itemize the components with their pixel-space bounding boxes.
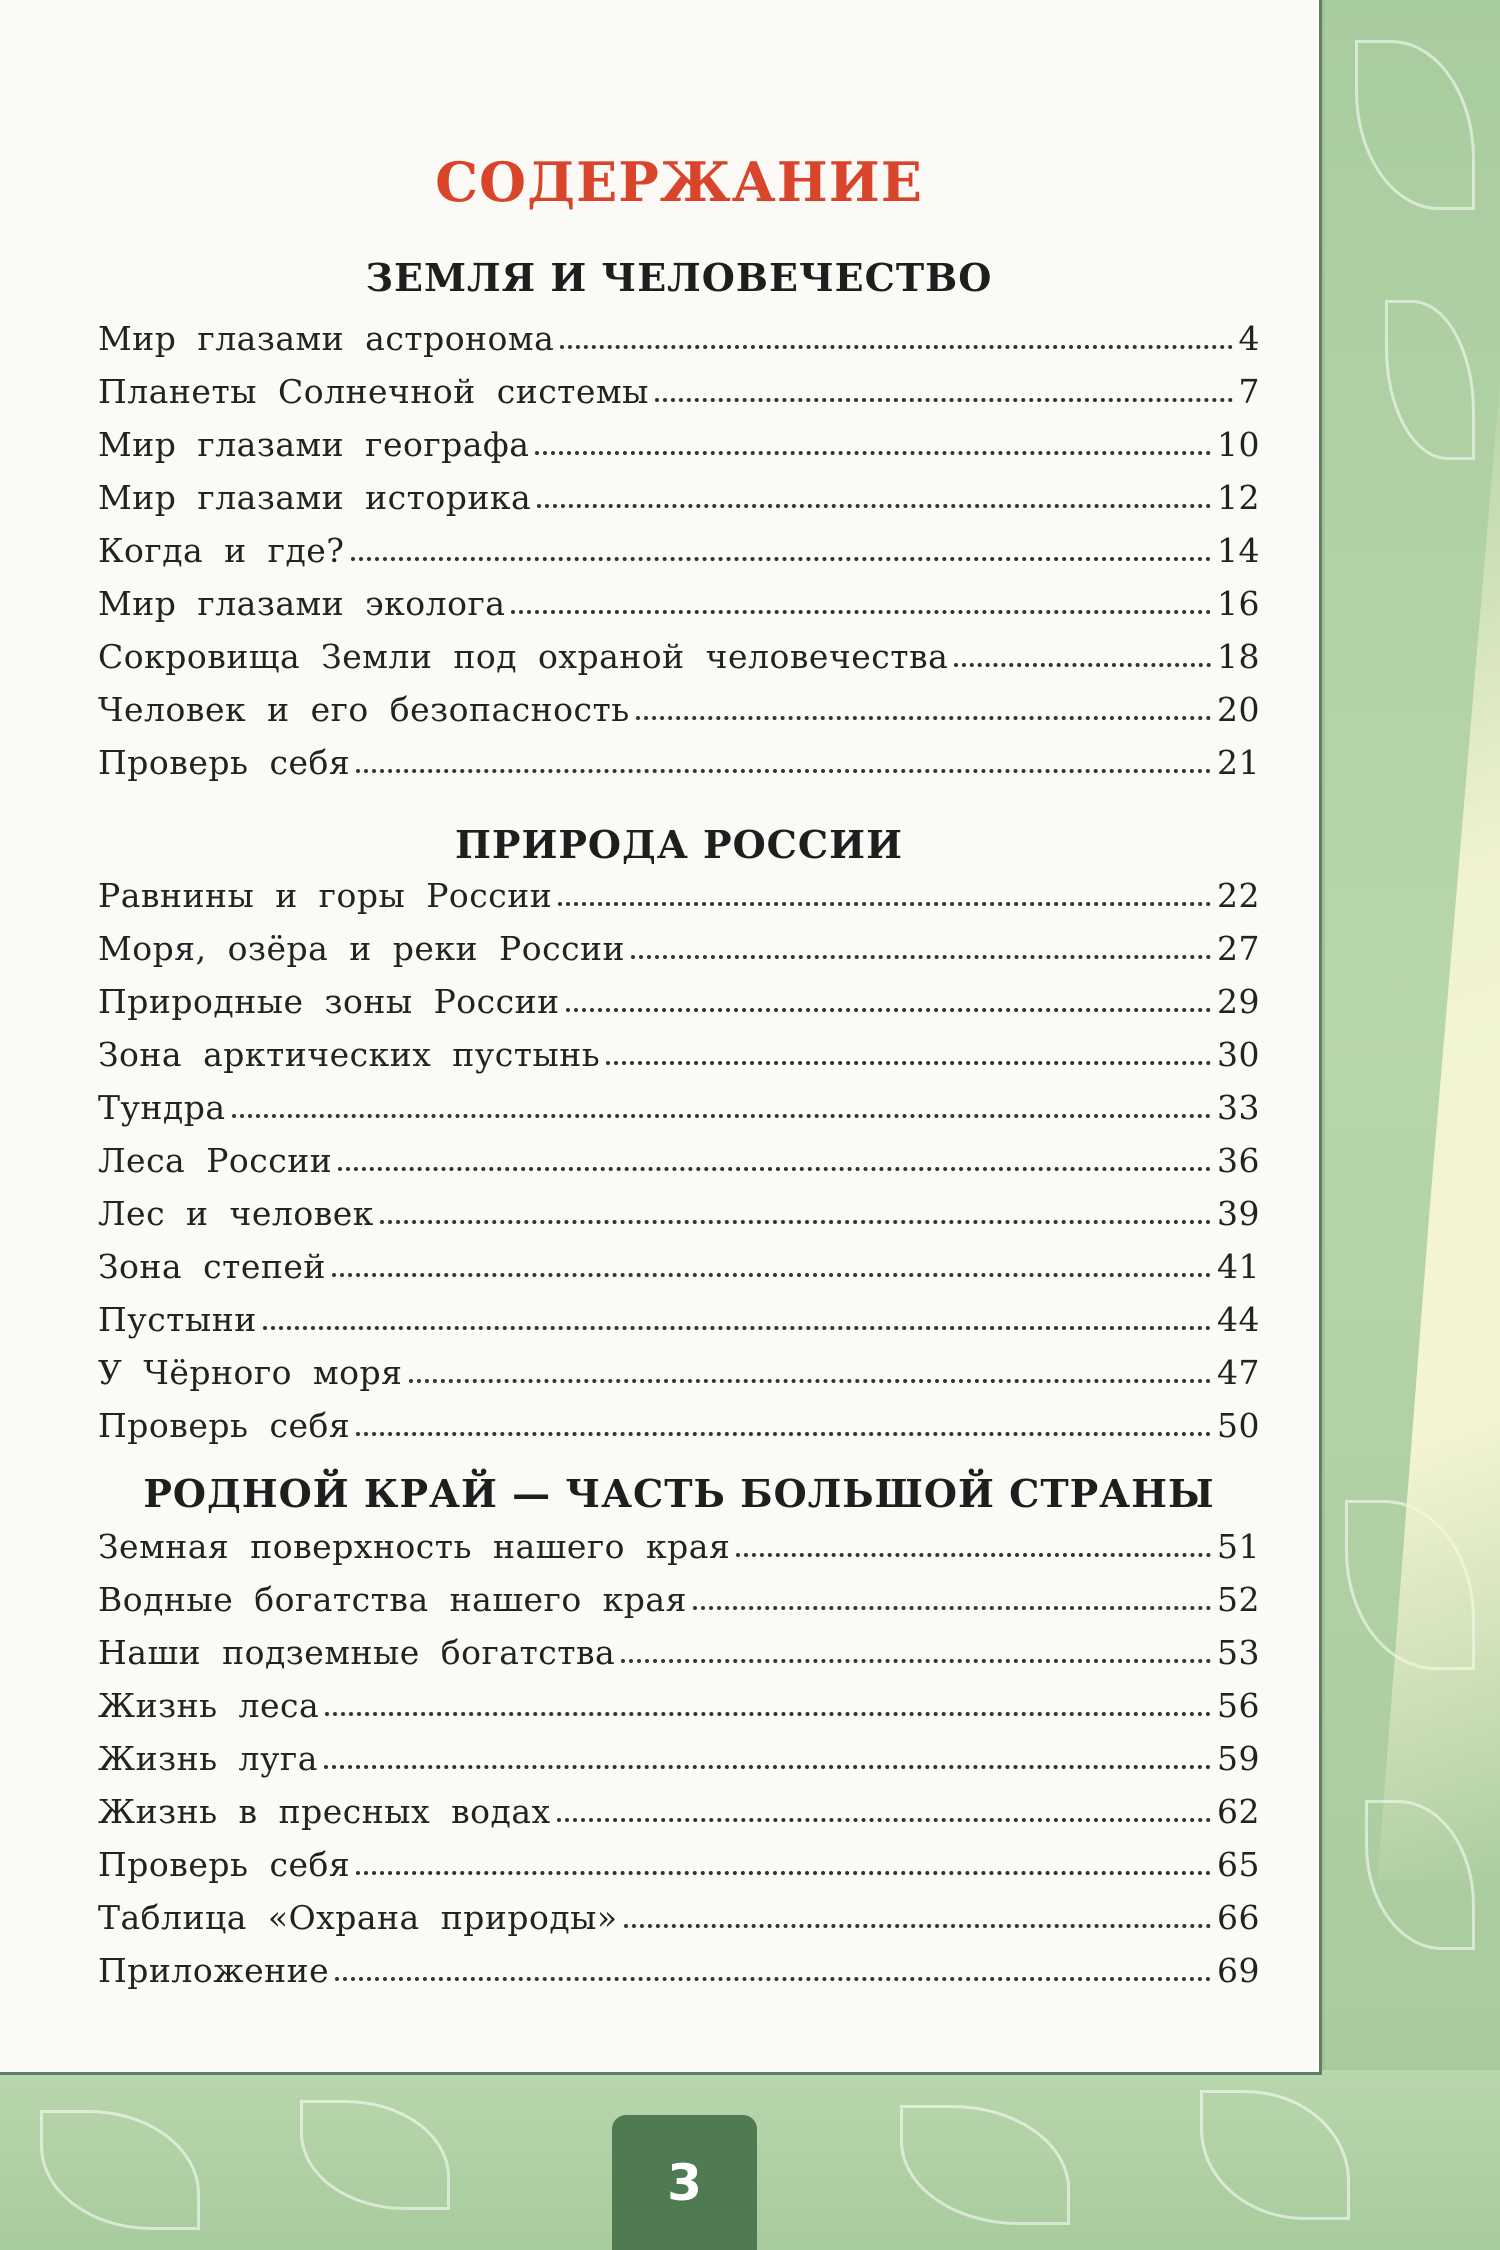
toc-section: [98, 822, 1260, 1445]
toc-entry-page: 62: [1217, 1792, 1260, 1831]
toc-entry-page: 66: [1217, 1898, 1260, 1937]
section-title: ПРИРОДА РОССИИ: [455, 822, 903, 867]
leaf-decoration-icon: [900, 2105, 1070, 2225]
toc-entry-title: Приложение: [98, 1951, 330, 1990]
toc-entry-title: Человек и его безопасность: [98, 690, 630, 729]
leaf-decoration-icon: [1355, 40, 1475, 210]
dot-leader: [356, 1871, 1211, 1875]
dot-leader: [655, 398, 1233, 402]
toc-entry-title: Земная поверхность нашего края: [98, 1527, 731, 1566]
toc-entry-page: 16: [1217, 584, 1260, 623]
toc-entry: [98, 570, 1260, 623]
dot-leader: [736, 1553, 1211, 1557]
toc-entry-title: Таблица «Охрана природы»: [98, 1898, 618, 1937]
dot-leader: [409, 1379, 1212, 1383]
toc-entry-page: 51: [1217, 1527, 1260, 1566]
toc-entry-page: 30: [1217, 1035, 1260, 1074]
toc-section: [98, 1471, 1260, 1990]
dot-leader: [560, 345, 1232, 349]
toc-entry: [98, 1831, 1260, 1884]
leaf-decoration-icon: [40, 2110, 200, 2230]
dot-leader: [636, 716, 1211, 720]
toc-entry-title: Проверь себя: [98, 743, 351, 782]
toc-entry: [98, 358, 1260, 411]
toc-entry: [98, 464, 1260, 517]
toc-entry: [98, 1127, 1260, 1180]
toc-entry: [98, 1513, 1260, 1566]
toc-entry-title: Мир глазами историка: [98, 478, 532, 517]
toc-entry-title: Лес и человек: [98, 1194, 374, 1233]
toc-entry-title: Тундра: [98, 1088, 226, 1127]
toc-entry: [98, 1884, 1260, 1937]
toc-entry: [98, 1339, 1260, 1392]
toc-entry: [98, 623, 1260, 676]
dot-leader: [232, 1114, 1211, 1118]
toc-entry-page: 33: [1217, 1088, 1260, 1127]
toc-entry-page: 27: [1217, 929, 1260, 968]
toc-entry-title: Водные богатства нашего края: [98, 1580, 687, 1619]
toc-entry-title: Мир глазами астронома: [98, 319, 555, 358]
dot-leader: [263, 1326, 1211, 1330]
toc-entry-title: Наши подземные богатства: [98, 1633, 616, 1672]
dot-leader: [566, 1008, 1211, 1012]
toc-entry: [98, 411, 1260, 464]
page-title: СОДЕРЖАНИЕ: [435, 150, 923, 214]
toc-entry: [98, 1074, 1260, 1127]
toc-entry: [98, 305, 1260, 358]
toc-section: [98, 255, 1260, 782]
toc-entry-page: 10: [1217, 425, 1260, 464]
toc-entry-page: 20: [1217, 690, 1260, 729]
toc-entry-page: 56: [1217, 1686, 1260, 1725]
toc-entry: [98, 1392, 1260, 1445]
toc-entry-page: 4: [1238, 319, 1260, 358]
toc-entry-page: 65: [1217, 1845, 1260, 1884]
toc-entry-title: Леса России: [98, 1141, 333, 1180]
toc-entry: [98, 1233, 1260, 1286]
toc-entry-page: 21: [1217, 743, 1260, 782]
toc-entry-page: 18: [1217, 637, 1260, 676]
toc-entry: [98, 1937, 1260, 1990]
dot-leader: [606, 1061, 1211, 1065]
toc-entry: [98, 968, 1260, 1021]
dot-leader: [557, 1818, 1211, 1822]
toc-entry: [98, 1021, 1260, 1074]
toc-entry: [98, 517, 1260, 570]
section-entries: [98, 1513, 1260, 1990]
toc-entry-title: Природные зоны России: [98, 982, 560, 1021]
page-number-tab: [612, 2115, 757, 2250]
toc-entry-title: Жизнь луга: [98, 1739, 318, 1778]
dot-leader: [621, 1659, 1211, 1663]
section-title: РОДНОЙ КРАЙ — ЧАСТЬ БОЛЬШОЙ СТРАНЫ: [143, 1471, 1215, 1516]
toc-entry: [98, 1672, 1260, 1725]
toc-entry: [98, 1619, 1260, 1672]
toc-entry: [98, 1778, 1260, 1831]
toc-entry: [98, 676, 1260, 729]
dot-leader: [558, 902, 1211, 906]
page-number: 3: [667, 2153, 702, 2212]
toc-entry-page: 41: [1217, 1247, 1260, 1286]
toc-entry-page: 53: [1217, 1633, 1260, 1672]
dot-leader: [954, 663, 1211, 667]
dot-leader: [338, 1167, 1211, 1171]
toc-entry-page: 29: [1217, 982, 1260, 1021]
dot-leader: [535, 451, 1211, 455]
section-title: ЗЕМЛЯ И ЧЕЛОВЕЧЕСТВО: [365, 255, 993, 300]
toc-entry-title: Мир глазами географа: [98, 425, 530, 464]
toc-entry-title: Равнины и горы России: [98, 876, 553, 915]
dot-leader: [631, 955, 1211, 959]
leaf-decoration-icon: [1200, 2090, 1350, 2220]
toc-entry-page: 12: [1217, 478, 1260, 517]
toc-entry-title: Жизнь в пресных водах: [98, 1792, 551, 1831]
dot-leader: [356, 1432, 1211, 1436]
toc-entry: [98, 1566, 1260, 1619]
toc-entry-page: 36: [1217, 1141, 1260, 1180]
dot-leader: [325, 1712, 1211, 1716]
dot-leader: [324, 1765, 1211, 1769]
toc-entry-title: Проверь себя: [98, 1845, 351, 1884]
toc-entry-title: Зона арктических пустынь: [98, 1035, 601, 1074]
dot-leader: [537, 504, 1211, 508]
toc-entry-title: Мир глазами эколога: [98, 584, 506, 623]
toc-entry: [98, 862, 1260, 915]
dot-leader: [693, 1606, 1211, 1610]
toc-entry-page: 50: [1217, 1406, 1260, 1445]
toc-entry-page: 14: [1217, 531, 1260, 570]
toc-entry-page: 69: [1217, 1951, 1260, 1990]
toc-entry-title: Проверь себя: [98, 1406, 351, 1445]
dot-leader: [351, 557, 1212, 561]
toc-entry-page: 47: [1217, 1353, 1260, 1392]
leaf-decoration-icon: [300, 2100, 450, 2210]
table-of-contents: [98, 150, 1260, 1990]
leaf-decoration-icon: [1385, 300, 1475, 460]
toc-entry: [98, 1286, 1260, 1339]
toc-entry: [98, 1725, 1260, 1778]
toc-entry: [98, 1180, 1260, 1233]
dot-leader: [335, 1977, 1211, 1981]
dot-leader: [511, 610, 1211, 614]
toc-entry-title: Моря, озёра и реки России: [98, 929, 626, 968]
toc-entry-title: Когда и где?: [98, 531, 345, 570]
toc-entry-page: 22: [1217, 876, 1260, 915]
toc-entry-title: Пустыни: [98, 1300, 257, 1339]
toc-entry-page: 7: [1238, 372, 1260, 411]
toc-entry: [98, 915, 1260, 968]
section-entries: [98, 305, 1260, 782]
dot-leader: [332, 1273, 1211, 1277]
dot-leader: [380, 1220, 1211, 1224]
section-entries: [98, 862, 1260, 1445]
toc-entry: [98, 729, 1260, 782]
toc-entry-page: 52: [1217, 1580, 1260, 1619]
dot-leader: [624, 1924, 1211, 1928]
toc-entry-page: 59: [1217, 1739, 1260, 1778]
toc-entry-title: Зона степей: [98, 1247, 326, 1286]
toc-entry-title: Сокровища Земли под охраной человечества: [98, 637, 949, 676]
dot-leader: [356, 769, 1211, 773]
toc-entry-title: Жизнь леса: [98, 1686, 320, 1725]
toc-entry-page: 44: [1217, 1300, 1260, 1339]
toc-entry-page: 39: [1217, 1194, 1260, 1233]
toc-entry-title: Планеты Солнечной системы: [98, 372, 649, 411]
toc-entry-title: У Чёрного моря: [98, 1353, 403, 1392]
